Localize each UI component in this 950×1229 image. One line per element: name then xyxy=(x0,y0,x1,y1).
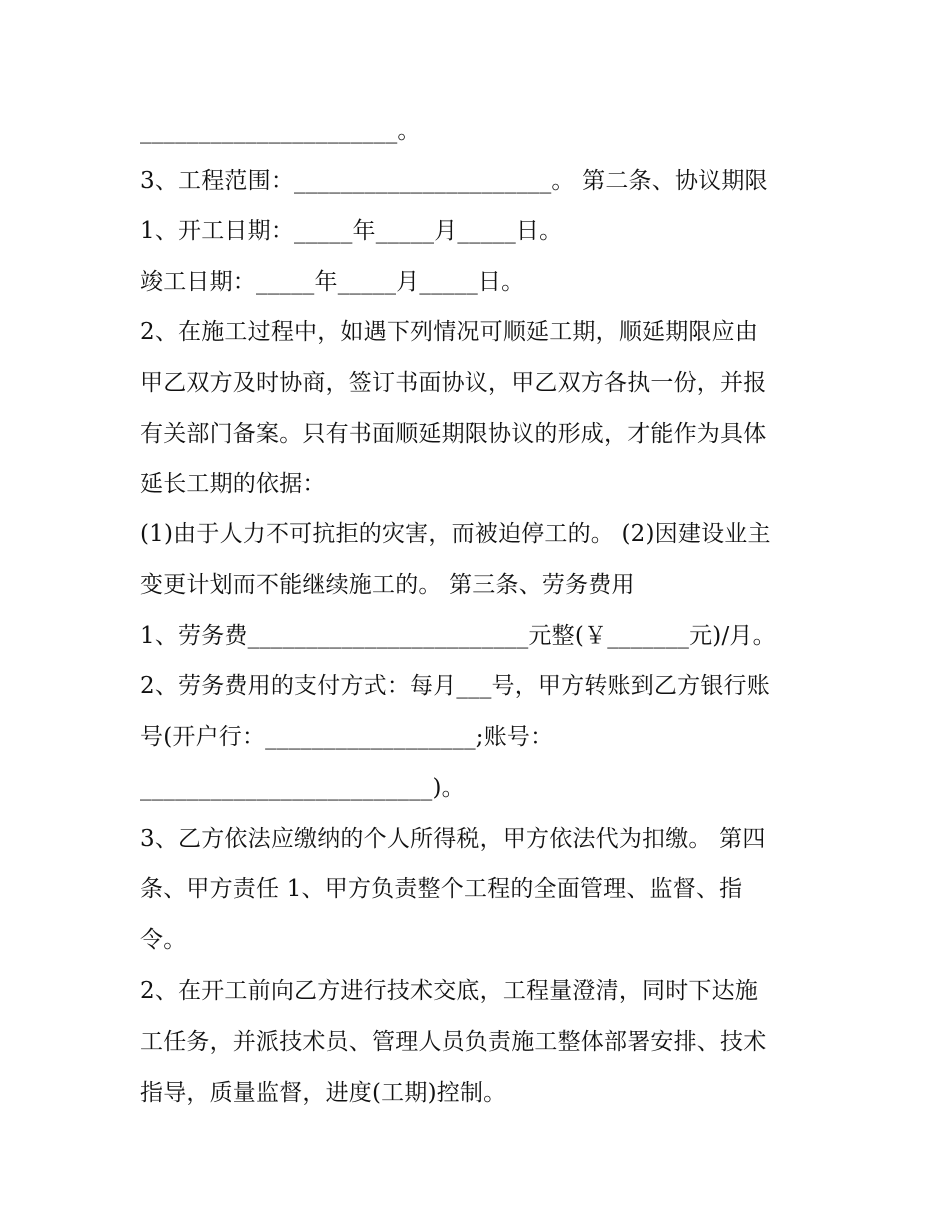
text-line-18: 2、在开工前向乙方进行技术交底，工程量澄清，同时下达施 xyxy=(140,978,759,1004)
text-line-5: 2、在施工过程中，如遇下列情况可顺延工期，顺延期限应由 xyxy=(140,319,759,345)
text-line-9: (1)由于人力不可抗拒的灾害，而被迫停工的。 (2)因建设业主 xyxy=(140,521,771,547)
text-line-11: 1、劳务费________________________元整(￥_______元)/月。 xyxy=(140,623,776,649)
text-line-4: 竣工日期：_____年_____月_____日。 xyxy=(140,269,525,295)
text-line-3: 1、开工日期：_____年_____月_____日。 xyxy=(140,218,563,244)
text-line-2: 3、工程范围：______________________。 第二条、协议期限 xyxy=(140,168,768,194)
text-line-15: 3、乙方依法应缴纳的个人所得税，甲方依法代为扣缴。 第四 xyxy=(140,826,766,852)
text-line-16: 条、甲方责任 1、甲方负责整个工程的全面管理、监督、指 xyxy=(140,876,743,902)
text-line-19: 工任务，并派技术员、管理人员负责施工整体部署安排、技术 xyxy=(140,1029,767,1055)
text-line-14: _________________________)。 xyxy=(140,775,465,801)
text-line-17: 令。 xyxy=(140,927,187,953)
text-line-8: 延长工期的依据： xyxy=(140,471,326,497)
text-line-20: 指导，质量监督，进度(工期)控制。 xyxy=(140,1080,507,1106)
text-line-10: 变更计划而不能继续施工的。 第三条、劳务费用 xyxy=(140,572,635,598)
text-line-12: 2、劳务费用的支付方式：每月___号，甲方转账到乙方银行账 xyxy=(140,673,770,699)
text-line-1: ______________________。 xyxy=(140,118,421,144)
text-line-6: 甲乙双方及时协商，签订书面协议，甲乙双方各执一份，并报 xyxy=(140,370,767,396)
text-line-13: 号(开户行：__________________;账号： xyxy=(140,724,554,750)
text-line-7: 有关部门备案。只有书面顺延期限协议的形成，才能作为具体 xyxy=(140,421,767,447)
